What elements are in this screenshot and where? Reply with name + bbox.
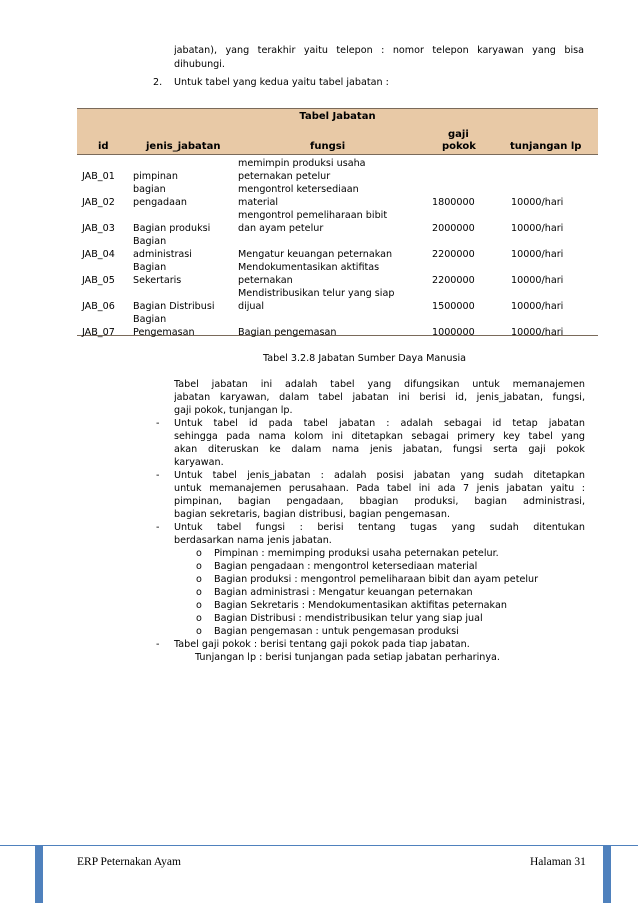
cell-fungsi: mengontrol pemeliharaan bibit: [238, 210, 388, 221]
sub-bullet-marker: o: [196, 613, 202, 624]
cell-fungsi: Mendokumentasikan aktifitas: [238, 262, 380, 273]
cell-fungsi: Mengatur keuangan peternakan: [238, 249, 393, 260]
cell-jenis: Pengemasan: [133, 327, 195, 338]
cell-jenis: Sekertaris: [133, 275, 182, 286]
sub-bullet-text: Bagian Sekretaris : Mendokumentasikan aktifitas peternakan: [214, 600, 507, 611]
bullet-line: Tabel gaji pokok : berisi tentang gaji pokok pada tiap jabatan.: [174, 639, 470, 650]
paragraph-line: gaji pokok, tunjangan lp.: [174, 405, 293, 416]
header-id: id: [98, 141, 109, 152]
cell-jenis: administrasi: [133, 249, 192, 260]
sub-bullet-marker: o: [196, 561, 202, 572]
bullet-line: untuk memanajemen perusahaan. Pada tabel ini ada 7 jenis jabatan yaitu :: [174, 483, 585, 494]
header-tunjangan: tunjangan lp: [510, 141, 582, 152]
intro-line-2: dihubungi.: [174, 59, 225, 70]
sub-bullet-text: Pimpinan : memimping produksi usaha peternakan petelur.: [214, 548, 499, 559]
bullet-line: pimpinan, bagian pengadaan, bbagian produksi, bagian administrasi,: [174, 496, 585, 507]
footer-rule: [0, 845, 638, 846]
cell-tunjangan: 10000/hari: [511, 327, 564, 338]
bullet-line: berdasarkan nama jenis jabatan.: [174, 535, 332, 546]
footer-page-number: Halaman 31: [530, 856, 586, 868]
sub-bullet-text: Bagian administrasi : Mengatur keuangan peternakan: [214, 587, 473, 598]
intro-line-1: jabatan), yang terakhir yaitu telepon : nomor telepon karyawan yang bisa: [174, 45, 584, 56]
header-pokok: pokok: [442, 141, 476, 152]
sub-bullet-marker: o: [196, 548, 202, 559]
cell-jenis: pengadaan: [133, 197, 187, 208]
cell-id: JAB_05: [82, 275, 115, 286]
cell-gaji: 1800000: [432, 197, 475, 208]
table-body: [77, 155, 598, 336]
bullet-dash: -: [156, 522, 160, 533]
footer-title: ERP Peternakan Ayam: [77, 856, 181, 868]
sub-bullet-marker: o: [196, 626, 202, 637]
cell-fungsi: peternakan petelur: [238, 171, 331, 182]
cell-fungsi: material: [238, 197, 279, 208]
cell-id: JAB_06: [82, 301, 115, 312]
sub-bullet-text: Bagian pengadaan : mengontrol ketersediaan material: [214, 561, 478, 572]
cell-tunjangan: 10000/hari: [511, 223, 564, 234]
cell-jenis: Bagian Distribusi: [133, 301, 215, 312]
cell-id: JAB_07: [82, 327, 115, 338]
bullet-line: Untuk tabel fungsi : berisi tentang tugas yang sudah ditentukan: [174, 522, 585, 533]
cell-id: JAB_02: [82, 197, 115, 208]
cell-fungsi: mengontrol ketersediaan: [238, 184, 359, 195]
footer-accent-right: [603, 845, 611, 903]
sub-bullet-marker: o: [196, 600, 202, 611]
cell-tunjangan: 10000/hari: [511, 301, 564, 312]
cell-jenis: Bagian: [133, 314, 167, 325]
table-title: Tabel Jabatan: [77, 108, 598, 126]
bullet-dash: -: [156, 470, 160, 481]
cell-jenis: bagian: [133, 184, 166, 195]
cell-id: JAB_01: [82, 171, 115, 182]
jabatan-table: [77, 108, 598, 338]
cell-jenis: Bagian produksi: [133, 223, 211, 234]
cell-jenis: Bagian: [133, 236, 167, 247]
cell-gaji: 2000000: [432, 223, 475, 234]
sub-bullet-text: Bagian pengemasan : untuk pengemasan produksi: [214, 626, 459, 637]
bullet-line: bagian sekretaris, bagian distribusi, bagian pengemasan.: [174, 509, 450, 520]
list-number-2: 2.: [153, 77, 163, 88]
cell-fungsi: Bagian pengemasan: [238, 327, 337, 338]
bullet-line: akan diteruskan ke dalam nama jenis jabatan, fungsi serta gaji pokok: [174, 444, 585, 455]
cell-fungsi: Mendistribusikan telur yang siap: [238, 288, 395, 299]
cell-fungsi: memimpin produksi usaha: [238, 158, 366, 169]
cell-id: JAB_04: [82, 249, 115, 260]
cell-gaji: 2200000: [432, 249, 475, 260]
bullet-line: Untuk tabel id pada tabel jabatan : adalah sebagai id tetap jabatan: [174, 418, 585, 429]
bullet-dash: -: [156, 418, 160, 429]
cell-tunjangan: 10000/hari: [511, 275, 564, 286]
bullet-line: sehingga pada nama kolom ini ditetapkan sebagai primery key tabel yang: [174, 431, 585, 442]
table-header-row: [77, 125, 598, 155]
bullet-line: Untuk tabel jenis_jabatan : adalah posisi jabatan yang sudah ditetapkan: [174, 470, 585, 481]
footer-accent-left: [35, 845, 43, 903]
cell-jenis: Bagian: [133, 262, 167, 273]
cell-jenis: pimpinan: [133, 171, 178, 182]
sub-bullet-text: Bagian Distribusi : mendistribusikan telur yang siap jual: [214, 613, 483, 624]
header-fungsi: fungsi: [310, 141, 346, 152]
sub-bullet-text: Bagian produksi : mengontrol pemeliharaan bibit dan ayam petelur: [214, 574, 539, 585]
table-caption: Tabel 3.2.8 Jabatan Sumber Daya Manusia: [263, 353, 466, 364]
bullet-dash: -: [156, 639, 160, 650]
header-jenis-jabatan: jenis_jabatan: [146, 141, 221, 152]
bullet-line: karyawan.: [174, 457, 224, 468]
cell-gaji: 1500000: [432, 301, 475, 312]
cell-fungsi: dan ayam petelur: [238, 223, 324, 234]
header-gaji: gaji: [448, 129, 469, 140]
list-item-2-text: Untuk tabel yang kedua yaitu tabel jabatan :: [174, 77, 389, 88]
cell-gaji: 2200000: [432, 275, 475, 286]
sub-bullet-marker: o: [196, 574, 202, 585]
cell-gaji: 1000000: [432, 327, 475, 338]
paragraph-line: jabatan karyawan, dalam tabel jabatan ini berisi id, jenis_jabatan, fungsi,: [174, 392, 585, 403]
bullet-line: Tunjangan lp : berisi tunjangan pada setiap jabatan perharinya.: [195, 652, 500, 663]
cell-tunjangan: 10000/hari: [511, 249, 564, 260]
sub-bullet-marker: o: [196, 587, 202, 598]
cell-fungsi: peternakan: [238, 275, 293, 286]
paragraph-line: Tabel jabatan ini adalah tabel yang difungsikan untuk memanajemen: [174, 379, 585, 390]
cell-tunjangan: 10000/hari: [511, 197, 564, 208]
cell-fungsi: dijual: [238, 301, 265, 312]
cell-id: JAB_03: [82, 223, 115, 234]
